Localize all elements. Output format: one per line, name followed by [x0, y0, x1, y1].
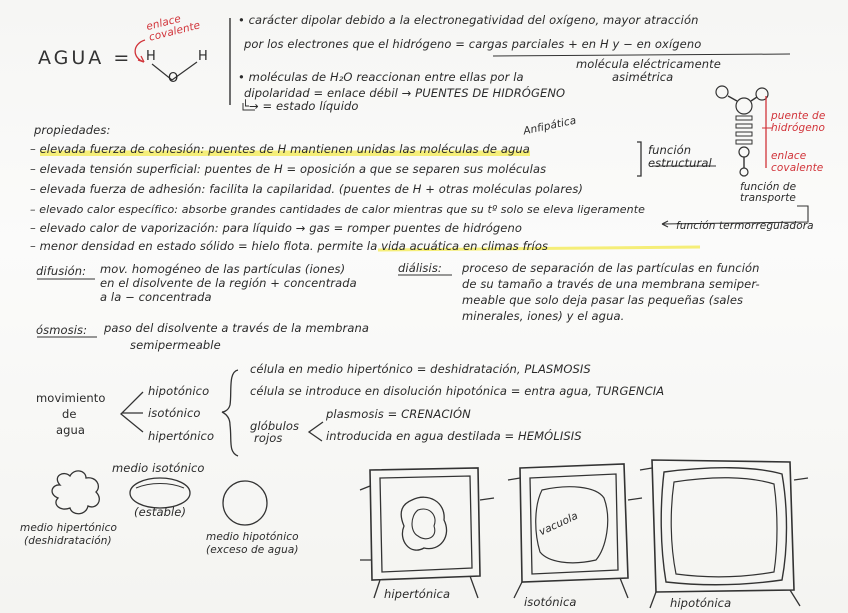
dialysis-text-1: proceso de separación de las partículas en función [462, 261, 760, 275]
func-structural: función estructural [648, 143, 712, 170]
diffusion-text-1: mov. homogéneo de las partículas (iones) [100, 262, 346, 276]
diffusion-label: difusión: [36, 264, 87, 278]
property-2: – elevada tensión superficial: puentes de H = oposición a que se separen sus moléculas [30, 162, 547, 176]
dialysis-text-3: meable que solo deja pasar las pequeñas (sales [462, 293, 744, 307]
func-thermo: función termorreguladora [676, 220, 814, 232]
title-agua: AGUA = [38, 47, 133, 69]
label-hipotonico-1: medio hipotónico [206, 531, 299, 543]
hydrogen-bond-diagram [716, 86, 772, 176]
property-6: – menor densidad en estado sólido = hielo flota. permite la vida acuática en climas fríos [30, 239, 549, 253]
rbc-label-2: rojos [254, 431, 283, 445]
label-plant-hipertonica: hipertónica [384, 587, 451, 601]
option-isotonico: isotónico [148, 406, 201, 420]
label-hipertonico-1: medio hipertónico [20, 522, 118, 534]
plant-cell-hipotonica [640, 460, 808, 608]
label-plant-hipotonica: hipotónica [670, 596, 732, 610]
dialysis-label: diálisis: [398, 261, 442, 275]
label-plant-isotonica: isotónica [524, 595, 577, 609]
rbc-line-2: introducida en agua destilada = HEMÓLISIS [326, 429, 582, 443]
property-3: – elevada fuerza de adhesión: facilita la capilaridad. (puentes de H + otras moléculas polares) [30, 182, 584, 196]
label-hydrogen-bridge: puente de hidrógeno [771, 110, 826, 134]
plant-cell-hipertonica [360, 468, 494, 598]
anfipatica-note: Anfipática [522, 114, 578, 138]
dialysis-text-2: de su tamaño a través de una membrana semiper- [462, 277, 760, 291]
property-4: – elevado calor específico: absorbe grandes cantidades de calor mientras que su tº solo se eleva ligeramente [30, 203, 645, 216]
molecule-note-1: molécula eléctricamente [576, 57, 721, 71]
atom-o: O [168, 71, 179, 86]
movement-label-3: agua [56, 423, 86, 437]
movement-line-1: célula en medio hipertónico = deshidratación, PLASMOSIS [250, 362, 591, 376]
plant-cell-isotonica [508, 464, 642, 598]
bond-label: enlace covalente [145, 12, 202, 44]
label-vacuola: vacuola [537, 509, 580, 539]
rbc-label-1: glóbulos [250, 419, 300, 433]
label-hipertonico-2: (deshidratación) [24, 535, 112, 547]
diffusion-text-3: a la − concentrada [100, 290, 212, 304]
osmosis-text-1: paso del disolvente a través de la membrana [104, 321, 370, 335]
intro-line-2: por los electrones que el hidrógeno = cargas parciales + en H y − en oxígeno [244, 37, 702, 51]
movement-line-2: célula se introduce en disolución hipotónica = entra agua, TURGENCIA [250, 384, 665, 398]
intro-line-4: dipolaridad = enlace débil → PUENTES DE HIDRÓGENO [244, 86, 566, 100]
rbc-line-1: plasmosis = CRENACIÓN [326, 407, 471, 421]
dialysis-text-4: minerales, iones) y el agua. [462, 309, 625, 323]
movement-label-2: de [62, 407, 77, 421]
molecule-note-2: asimétrica [612, 70, 674, 84]
diffusion-text-2: en el disolvente de la región + concentrada [100, 276, 357, 290]
osmosis-text-2: semipermeable [130, 338, 221, 352]
label-covalent-bond: enlace covalente [771, 150, 824, 174]
label-hipotonico-2: (exceso de agua) [206, 544, 299, 556]
atom-h-left: H [146, 49, 156, 64]
intro-line-1: • carácter dipolar debido a la electronegatividad del oxígeno, mayor atracción [238, 13, 699, 27]
osmosis-label: ósmosis: [36, 323, 88, 337]
func-transport: función de transporte [740, 181, 797, 204]
property-1: – elevada fuerza de cohesión: puentes de H mantienen unidas las moléculas de agua [30, 142, 530, 156]
option-hipertonico: hipertónico [148, 429, 215, 443]
atom-h-right: H [198, 49, 208, 64]
property-5: – elevado calor de vaporización: para líquido → gas = romper puentes de hidrógeno [30, 221, 522, 235]
option-hipotonico: hipotónico [148, 384, 210, 398]
label-medio-isotonico: medio isotónico [112, 461, 205, 475]
label-estable: (estable) [134, 505, 187, 519]
properties-heading: propiedades: [34, 123, 111, 137]
movement-label-1: movimiento [36, 391, 106, 405]
intro-line-5: └→ = estado líquido [242, 99, 359, 113]
intro-line-3: • moléculas de H₂O reaccionan entre ellas por la [238, 70, 524, 84]
